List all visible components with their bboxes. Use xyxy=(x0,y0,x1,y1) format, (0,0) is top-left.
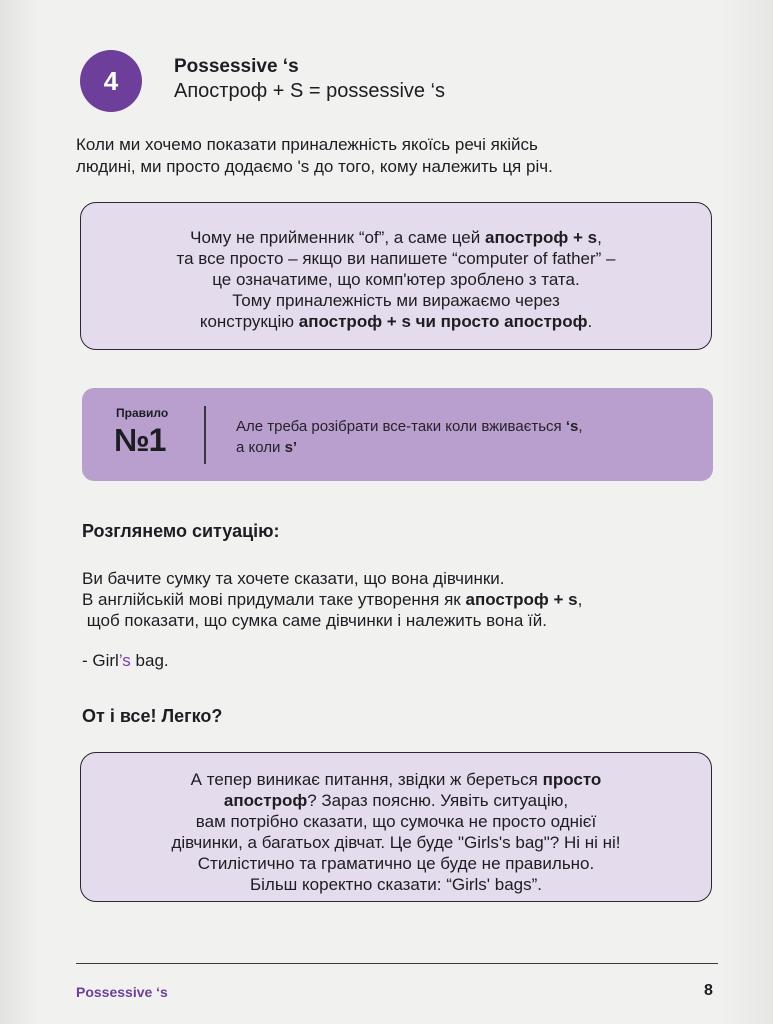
footer-divider xyxy=(76,963,718,964)
box-text: Чому не прийменник “of”, а саме цей xyxy=(190,228,485,247)
box-text: конструкцію xyxy=(199,312,299,331)
box-text: , xyxy=(597,228,602,247)
box-bold-text: апостроф + s xyxy=(484,228,598,247)
rule-label: Правило xyxy=(116,406,169,420)
box-line xyxy=(105,769,687,790)
para-text: , xyxy=(577,590,583,609)
footer-label: Possessive ‘s xyxy=(76,984,168,1000)
box-line: дівчинки, а багатьох дівчат. Це буде "Girls's bag"? Ні ні ні! xyxy=(171,833,621,852)
box-text: ? Зараз поясню. Уявіть ситуацію, xyxy=(307,791,569,810)
box-text: . xyxy=(587,312,593,331)
situation-heading: Розглянемо ситуацію: xyxy=(82,521,280,541)
example-line xyxy=(82,651,169,671)
explanation-box xyxy=(80,202,712,350)
section-number-badge: 4 xyxy=(80,50,142,112)
example-highlight: ’s xyxy=(118,651,131,670)
example-text: bag. xyxy=(130,651,169,670)
page-number: 8 xyxy=(704,982,713,999)
rule-text-part: , xyxy=(578,418,583,435)
rule-text-part: а коли xyxy=(236,439,285,456)
box-line: Більш коректно сказати: “Girls' bags”. xyxy=(249,875,543,894)
para-bold-text: апостроф + s xyxy=(465,590,578,609)
intro-line: Коли ми хочемо показати приналежність якоїсь речі якійсь xyxy=(76,135,538,154)
question-box xyxy=(80,752,712,902)
para-line: щоб показати, що сумка саме дівчинки і належить вона їй. xyxy=(82,611,547,630)
para-line xyxy=(82,589,722,610)
rule-banner xyxy=(82,388,713,481)
box-line: Стилістично та граматично це буде не правильно. xyxy=(197,854,595,873)
easy-heading: От і все! Легко? xyxy=(82,706,223,726)
intro-paragraph xyxy=(76,134,716,178)
rule-number: №1 xyxy=(114,422,166,458)
rule-text-bold: ‘s xyxy=(565,418,579,435)
box-bold-text: апостроф + s чи просто апостроф xyxy=(298,312,588,331)
para-text: В англійській мові придумали таке утворення як xyxy=(82,590,466,609)
box-line: та все просто – якщо ви напишете “computer of father” – xyxy=(176,249,616,268)
situation-paragraph xyxy=(82,568,722,631)
para-line: Ви бачите сумку та хочете сказати, що вона дівчинки. xyxy=(82,569,505,588)
box-text: А тепер виникає питання, звідки ж береться xyxy=(190,770,543,789)
box-bold-text: апостроф xyxy=(223,791,308,810)
box-line xyxy=(105,790,687,811)
section-subtitle: Апостроф + S = possessive ‘s xyxy=(174,80,446,102)
rule-text-bold: s’ xyxy=(284,439,298,456)
rule-text-part: Але треба розібрати все-таки коли вживається xyxy=(236,418,566,435)
box-line xyxy=(105,227,687,248)
example-text: - Girl xyxy=(82,651,119,670)
section-title: Possessive ‘s xyxy=(174,56,299,77)
box-line: це означатиме, що комп'ютер зроблено з тата. xyxy=(212,270,580,289)
box-line xyxy=(105,311,687,332)
rule-divider xyxy=(204,406,206,464)
box-line: Тому приналежність ми виражаємо через xyxy=(232,291,560,310)
rule-text xyxy=(236,416,686,458)
box-line: вам потрібно сказати, що сумочка не просто однієї xyxy=(195,812,597,831)
box-bold-text: просто xyxy=(542,770,602,789)
intro-line: людині, ми просто додаємо 's до того, кому належить ця річ. xyxy=(76,157,553,176)
